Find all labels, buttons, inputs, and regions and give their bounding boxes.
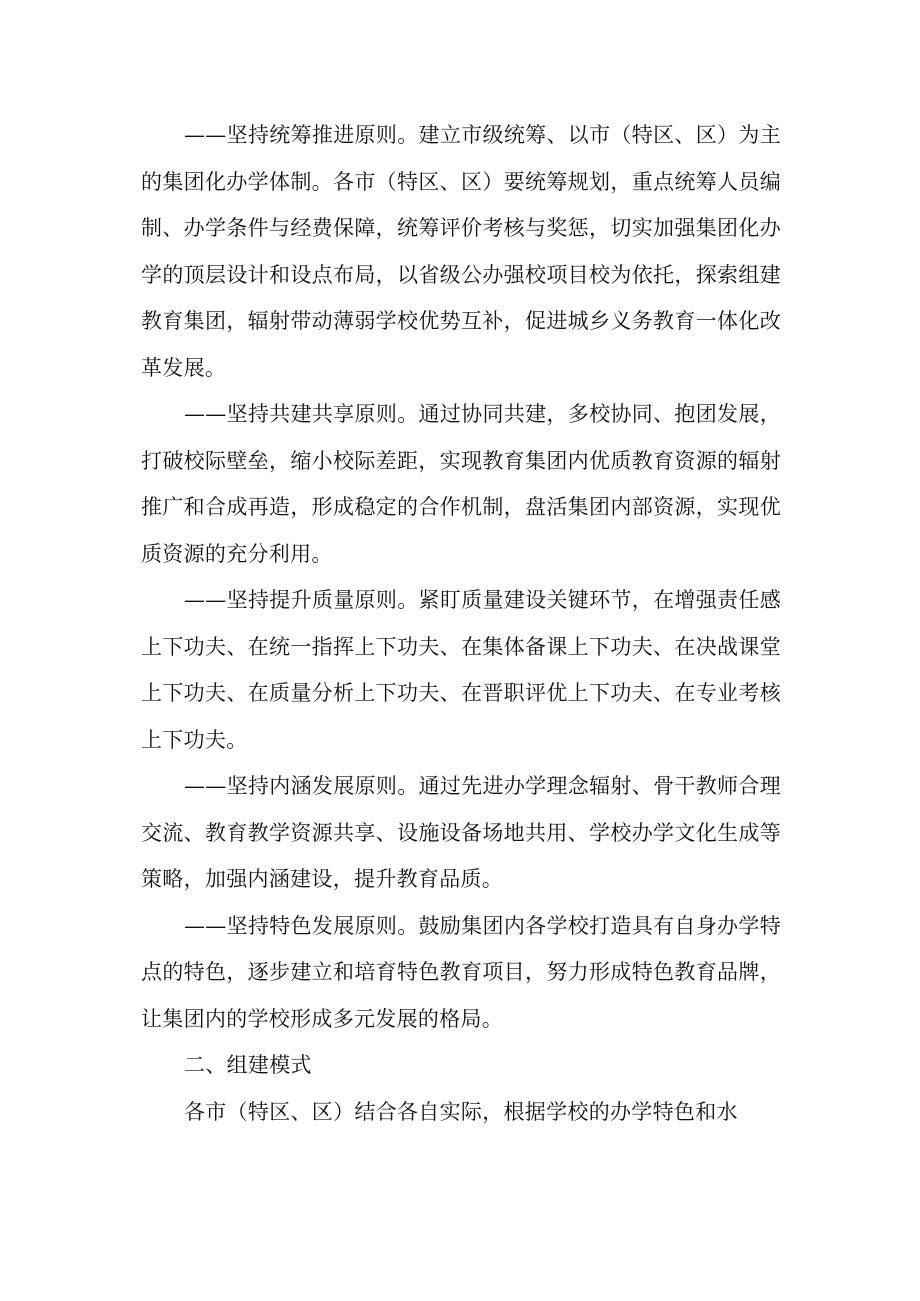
principle-co-construction-paragraph: ——坚持共建共享原则。通过协同共建，多校协同、抱团发展，打破校际壁垒，缩小校际差距，实现教育集团内优质教育资源的辐射推广和合成再造，形成稳定的合作机制，盘活集团内部资源，实现优质资源的充分利用。	[141, 402, 781, 566]
section-heading-formation-mode: 二、组建模式	[184, 1053, 312, 1077]
document-body	[141, 112, 781, 1135]
principle-quality-paragraph: ——坚持提升质量原则。紧盯质量建设关键环节，在增强责任感上下功夫、在统一指挥上下功夫、在集体备课上下功夫、在决战课堂上下功夫、在质量分析上下功夫、在晋职评优上下功夫、在专业考核上下功夫。	[141, 588, 781, 752]
formation-mode-paragraph: 各市（特区、区）结合各自实际，根据学校的办学特色和水	[184, 1099, 738, 1124]
principle-connotation-paragraph: ——坚持内涵发展原则。通过先进办学理念辐射、骨干教师合理交流、教育教学资源共享、设施设备场地共用、学校办学文化生成等策略，加强内涵建设，提升教育品质。	[141, 774, 781, 891]
principle-characteristic-paragraph: ——坚持特色发展原则。鼓励集团内各学校打造具有自身办学特点的特色，逐步建立和培育特色教育项目，努力形成特色教育品牌，让集团内的学校形成多元发展的格局。	[141, 913, 781, 1031]
principle-coordination-paragraph: ——坚持统筹推进原则。建立市级统筹、以市（特区、区）为主的集团化办学体制。各市（特区、区）要统筹规划，重点统筹人员编制、办学条件与经费保障，统筹评价考核与奖惩，切实加强集团化办学的顶层设计和设点布局，以省级公办强校项目校为依托，探索组建教育集团，辐射带动薄弱学校优势互补，促进城乡义务教育一体化改革发展。	[141, 123, 781, 380]
